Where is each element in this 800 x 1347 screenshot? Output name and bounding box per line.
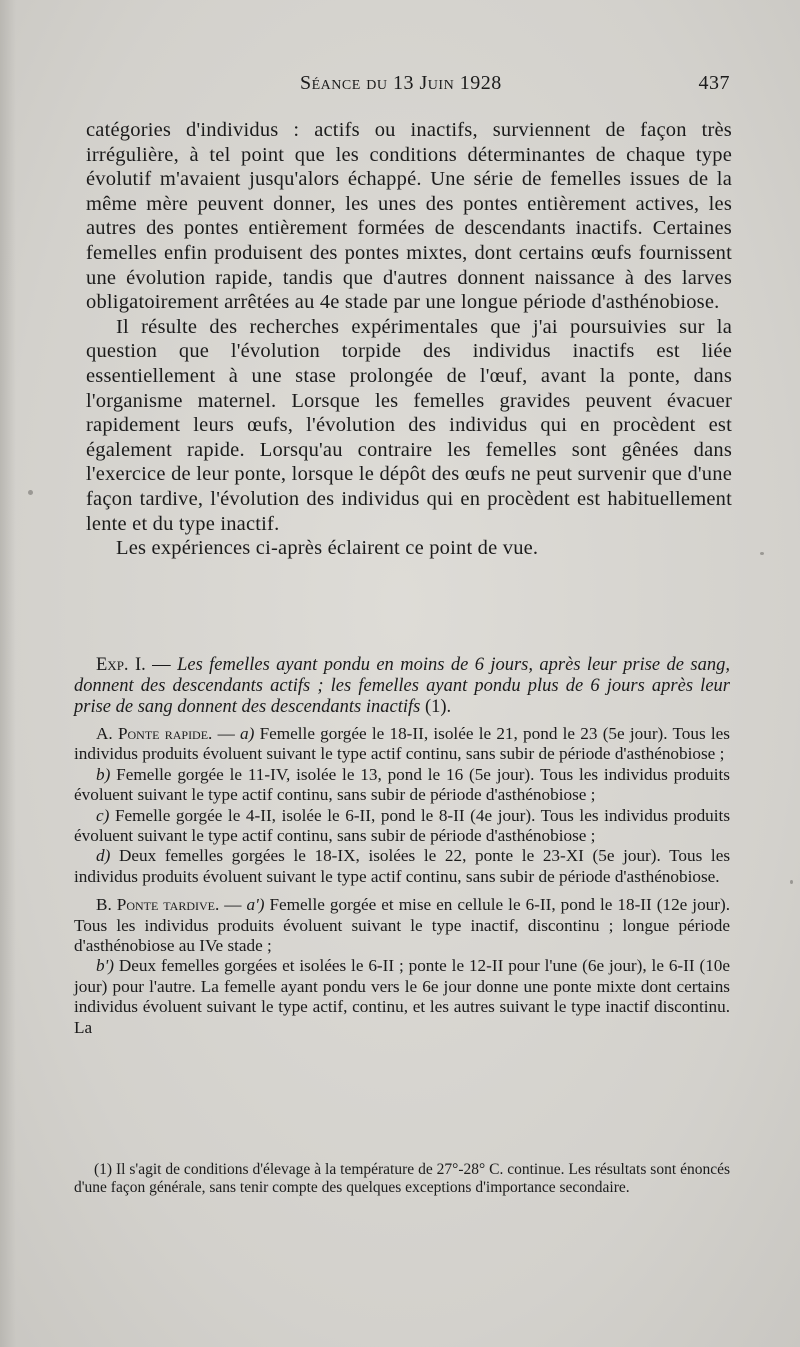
section-a-item (74, 846, 730, 887)
page-header (300, 72, 730, 102)
section-a-item (74, 765, 730, 806)
item-letter: b') (96, 956, 114, 976)
paper-speck (760, 552, 764, 555)
running-title (300, 72, 502, 95)
running-title-day: 13 (393, 72, 415, 94)
item-text: Femelle gorgée et mise en cellule le 6-II, pond le 18-II (12e jour). Tous les individus produits évoluent suivant le type inactif, discontinu ; longue période d'asthénobiose au IVe stade ; (74, 895, 730, 956)
running-title-year: 1928 (459, 72, 502, 94)
item-text: Femelle gorgée le 11-IV, isolée le 13, pond le 16 (5e jour). Tous les individus produits évoluent suivant le type actif continu, sans subir de période d'asthénobiose ; (74, 764, 730, 805)
footnote-text: (1) Il s'agit de conditions d'élevage à la température de 27°-28° C. continue. Les résultats sont énoncés d'une façon générale, sans tenir compte des quelques exceptions d'importance secondaire. (74, 1161, 730, 1196)
experiment-title: Les femelles ayant pondu en moins de 6 jours, après leur prise de sang, donnent des descendants actifs ; les femelles ayant pondu plus de 6 jours après leur prise de sang donnent des descendants inactifs (74, 655, 730, 717)
experiment-lead: Exp. I. — (96, 655, 171, 675)
section-a-item (74, 806, 730, 847)
gutter-shadow (0, 0, 16, 1347)
main-body (86, 118, 732, 561)
section-a-label: A. Ponte rapide. — (96, 724, 235, 743)
paper-speck (790, 880, 793, 884)
section-b-label: B. Ponte tardive. — (96, 895, 242, 915)
section-a-item (74, 724, 730, 765)
section-b-item (74, 895, 730, 956)
experiment-results (74, 724, 730, 1038)
footnote (74, 1161, 730, 1197)
item-text: Deux femelles gorgées et isolées le 6-II ; ponte le 12-II pour l'une (6e jour), le 6-II (10e jour) pour l'autre. La femelle ayant pondu vers le 6e jour donne une ponte mixte dont certains individus évoluent suivant le type actif, continu, et les autres suivant le type inactif discontinu. La (74, 956, 731, 1037)
item-text: Deux femelles gorgées le 18-IX, isolées le 22, ponte le 23-XI (5e jour). Tous les individus produits évoluent suivant le type actif continu, sans subir de période d'asthénobiose. (74, 846, 731, 886)
item-letter: b) (96, 764, 111, 784)
running-title-seance: Séance du (300, 72, 388, 94)
item-letter: c) (96, 805, 110, 825)
body-paragraph: Les expériences ci-après éclairent ce point de vue. (116, 537, 539, 560)
section-b-item (74, 956, 730, 1038)
item-text: Femelle gorgée le 4-II, isolée le 6-II, pond le 8-II (4e jour). Tous les individus produits évoluent suivant le type actif continu, sans subir de période d'asthénobiose ; (74, 805, 731, 846)
item-letter: d) (96, 846, 111, 866)
experiment-footnote-ref: (1). (424, 697, 452, 717)
paper-speck (28, 490, 33, 495)
experiment-heading (74, 655, 730, 718)
page-number: 437 (698, 72, 730, 94)
item-text: Femelle gorgée le 18-II, isolée le 21, pond le 23 (5e jour). Tous les individus produits évoluent suivant le type actif continu, sans subir de période d'asthénobiose ; (74, 724, 730, 764)
running-title-month: Juin (419, 72, 455, 94)
item-letter: a) (240, 724, 255, 743)
item-letter: a') (246, 895, 265, 915)
body-paragraph: catégories d'individus : actifs ou inactifs, surviennent de façon très irrégulière, à tel point que les conditions déterminantes de chaque type évolutif m'avaient jusqu'alors échappé. Une série de femelles issues de la même mère peuvent donner, les unes des pontes entièrement actives, les autres des pontes entièrement formées de descendants inactifs. Certaines femelles enfin produisent des pontes mixtes, dont certains œufs fournissent une évolution rapide, tandis que d'autres donnent naissance à des larves obligatoirement arrêtées au 4e stade par une longue période d'asthénobiose. (86, 119, 732, 314)
body-paragraph: Il résulte des recherches expérimentales que j'ai poursuivies sur la question que l'évolution torpide des individus inactifs est liée essentiellement à une stase prolongée de l'œuf, avant la ponte, dans l'organisme maternel. Lorsque les femelles gravides peuvent évacuer rapidement leurs œufs, l'évolution des individus qui en procèdent est également rapide. Lorsqu'au contraire les femelles sont gênées dans l'exercice de leur ponte, lorsque le dépôt des œufs ne peut survenir que d'une façon tardive, l'évolution des individus qui en procèdent est habituellement lente et du type inactif. (86, 315, 732, 535)
